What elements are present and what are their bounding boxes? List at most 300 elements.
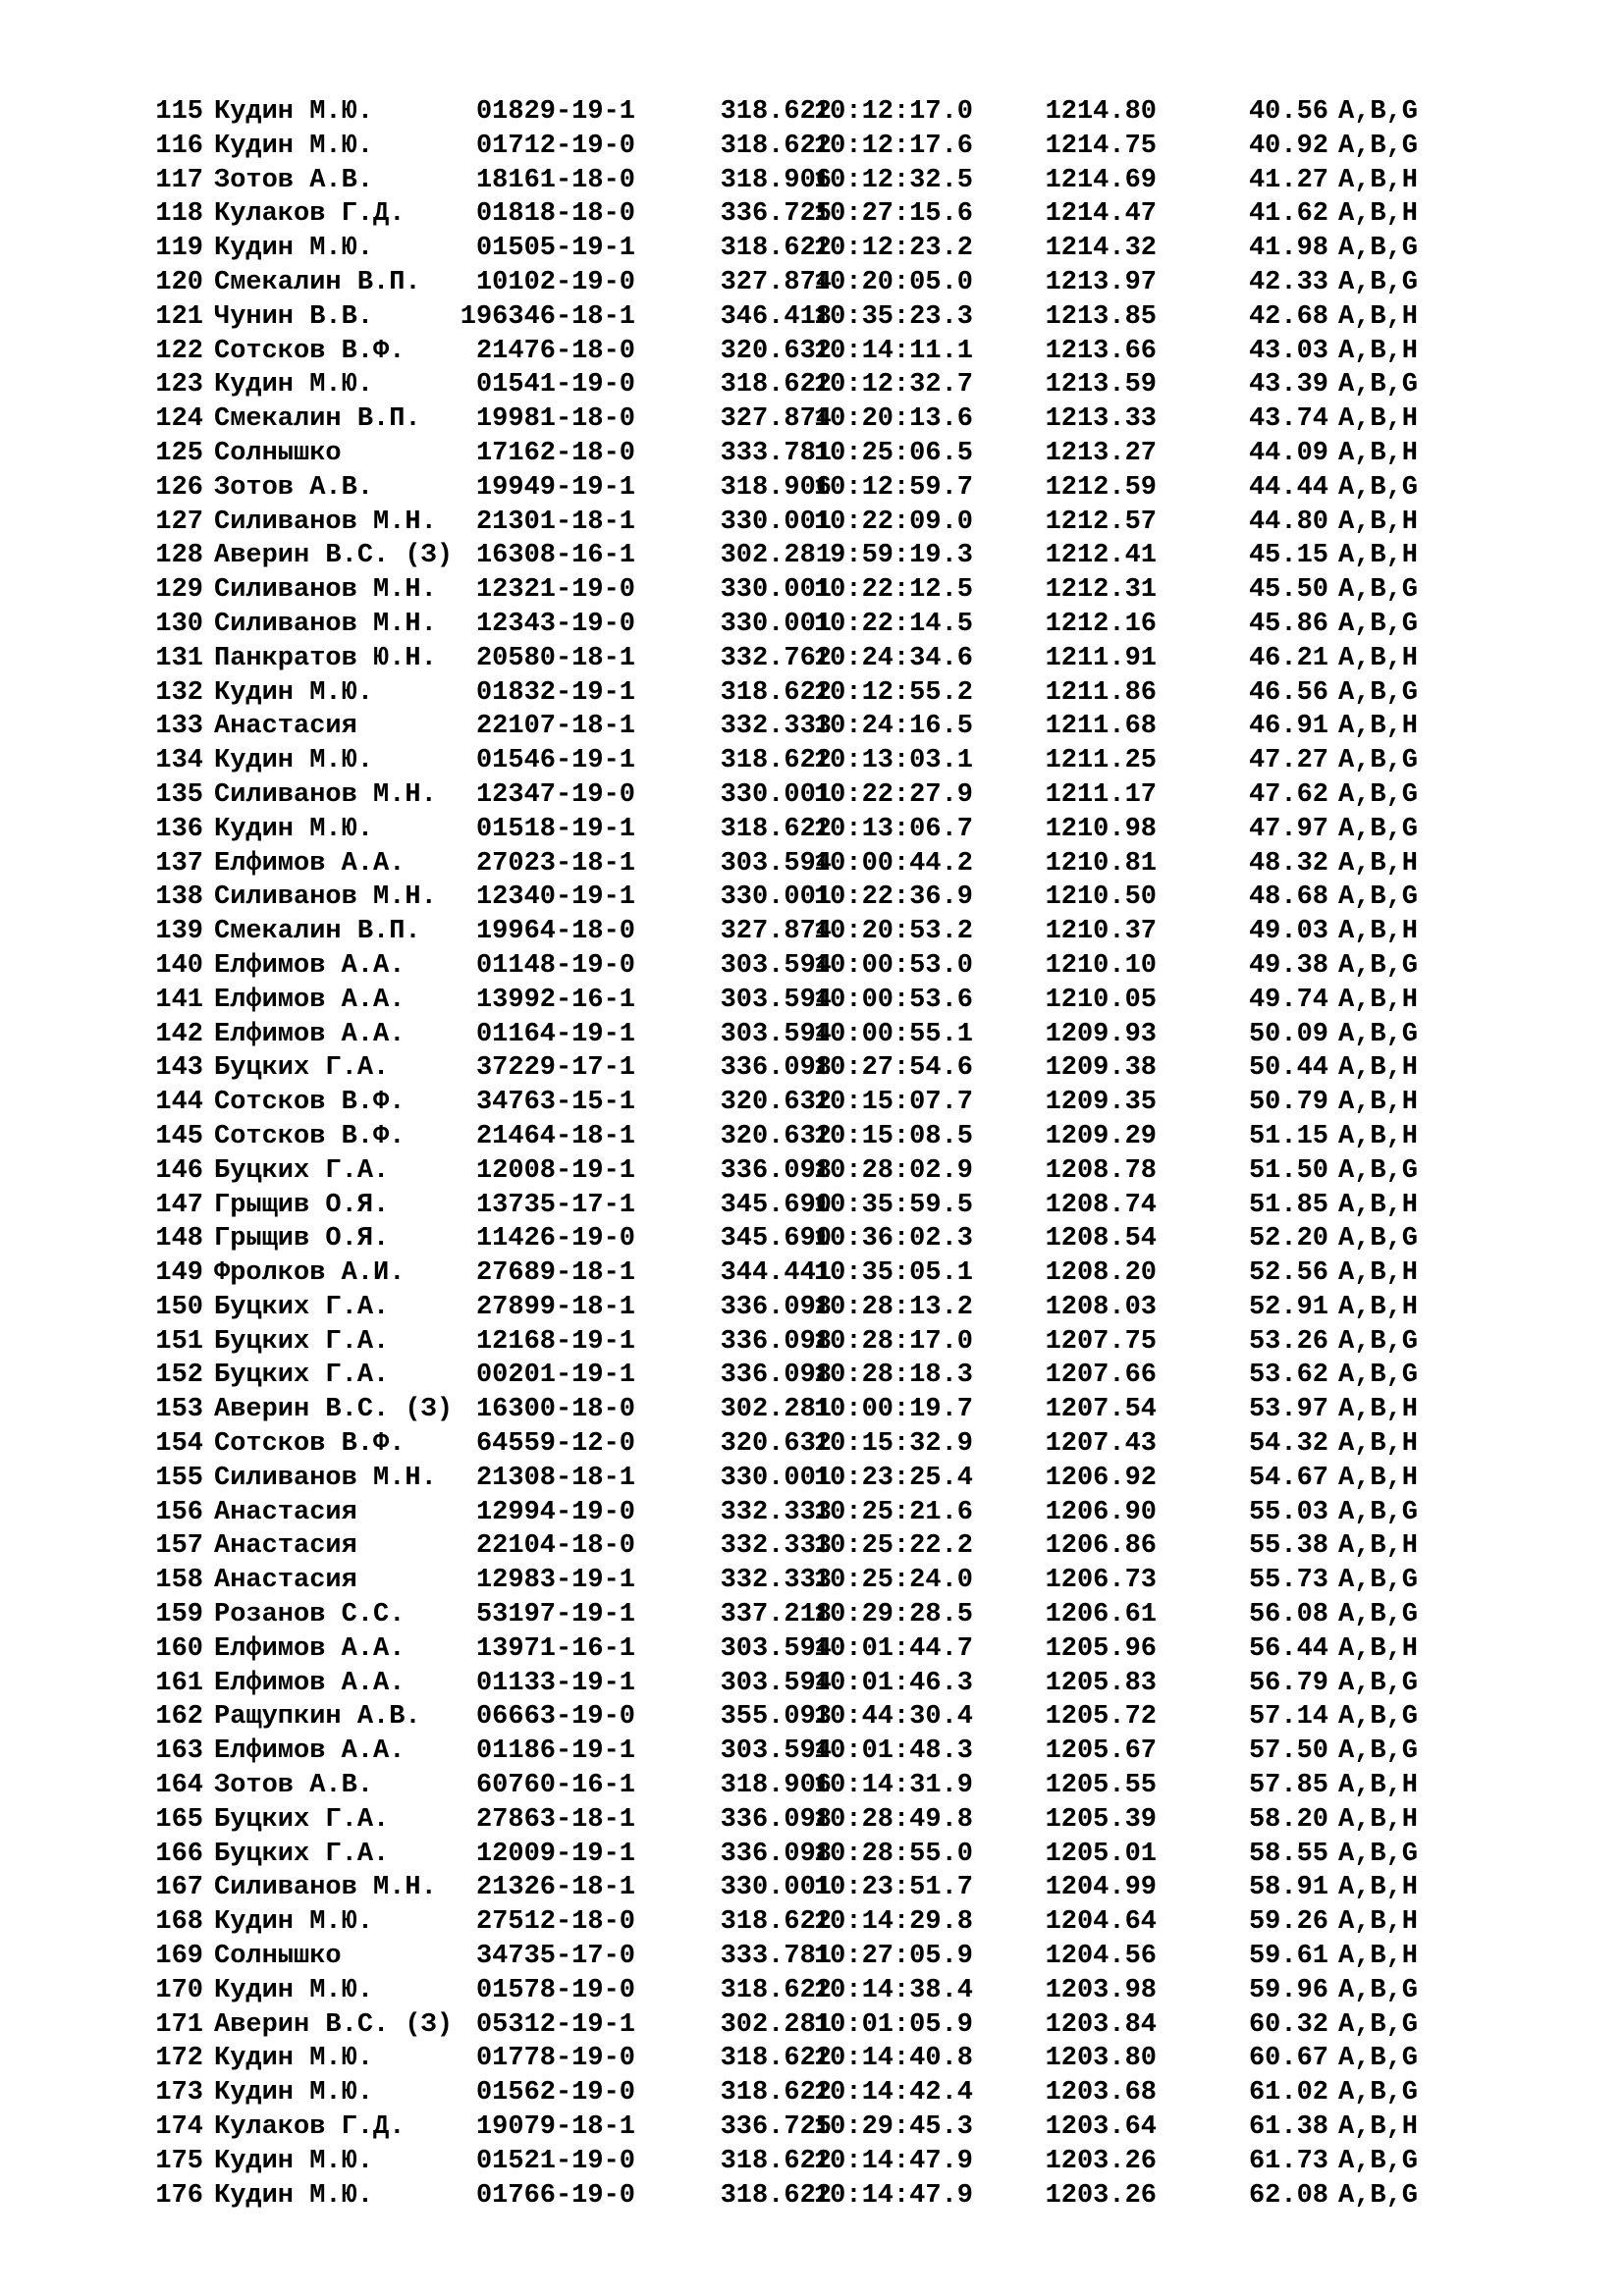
fancier-name: Буцких Г.А. bbox=[214, 1326, 390, 1357]
ring-number: 19964-18-0 bbox=[475, 917, 635, 947]
fancier-name: Буцких Г.А. bbox=[214, 1053, 390, 1084]
ring-number: 10102-19-0 bbox=[475, 267, 635, 297]
place-number: 160 bbox=[155, 1633, 203, 1664]
fancier-name: Кудин М.Ю. bbox=[214, 814, 374, 844]
table-row bbox=[144, 1871, 1568, 1905]
arrival-time: 10:27:05.9 bbox=[813, 1942, 973, 1972]
score-value: 46.91 bbox=[1248, 712, 1328, 742]
place-number: 163 bbox=[155, 1736, 203, 1767]
ring-number: 34735-17-0 bbox=[475, 1942, 635, 1972]
category-list: A,B,H bbox=[1338, 1531, 1419, 1562]
distance-km: 318.622 bbox=[720, 814, 832, 844]
distance-km: 336.098 bbox=[720, 1326, 832, 1357]
table-row bbox=[144, 1769, 1568, 1803]
category-list: A,B,H bbox=[1338, 404, 1419, 435]
category-list: A,B,G bbox=[1338, 609, 1419, 639]
place-number: 140 bbox=[155, 950, 203, 981]
category-list: A,B,H bbox=[1338, 541, 1419, 571]
category-list: A,B,H bbox=[1338, 336, 1419, 366]
distance-km: 320.632 bbox=[720, 336, 832, 366]
table-row bbox=[144, 1905, 1568, 1940]
score-value: 56.79 bbox=[1248, 1668, 1328, 1698]
speed-value: 1213.33 bbox=[1045, 404, 1157, 435]
speed-value: 1208.03 bbox=[1045, 1292, 1157, 1322]
place-number: 164 bbox=[155, 1771, 203, 1801]
place-number: 174 bbox=[155, 2112, 203, 2143]
ring-number: 21308-18-1 bbox=[475, 1463, 635, 1493]
arrival-time: 10:28:02.9 bbox=[813, 1155, 973, 1186]
arrival-time: 10:14:11.1 bbox=[813, 336, 973, 366]
category-list: A,B,G bbox=[1338, 779, 1419, 810]
distance-km: 303.594 bbox=[720, 985, 832, 1015]
ring-number: 12343-19-0 bbox=[475, 609, 635, 639]
distance-km: 355.093 bbox=[720, 1702, 832, 1733]
place-number: 162 bbox=[155, 1702, 203, 1733]
score-value: 55.03 bbox=[1248, 1497, 1328, 1527]
score-value: 41.27 bbox=[1248, 165, 1328, 195]
place-number: 173 bbox=[155, 2078, 203, 2109]
table-row bbox=[144, 642, 1568, 676]
speed-value: 1214.47 bbox=[1045, 199, 1157, 230]
distance-km: 327.874 bbox=[720, 404, 832, 435]
arrival-time: 10:22:36.9 bbox=[813, 882, 973, 913]
table-row bbox=[144, 266, 1568, 300]
table-row bbox=[144, 402, 1568, 437]
category-list: A,B,G bbox=[1338, 234, 1419, 264]
fancier-name: Аверин В.С. (З) bbox=[214, 2009, 454, 2040]
speed-value: 1206.92 bbox=[1045, 1463, 1157, 1493]
table-row bbox=[144, 1086, 1568, 1120]
speed-value: 1213.97 bbox=[1045, 267, 1157, 297]
speed-value: 1211.86 bbox=[1045, 677, 1157, 708]
distance-km: 330.001 bbox=[720, 575, 832, 606]
ring-number: 01546-19-1 bbox=[475, 746, 635, 776]
distance-km: 332.333 bbox=[720, 1566, 832, 1596]
category-list: A,B,G bbox=[1338, 2009, 1419, 2040]
ring-number: 27689-18-1 bbox=[475, 1258, 635, 1289]
speed-value: 1210.05 bbox=[1045, 985, 1157, 1015]
table-row bbox=[144, 1529, 1568, 1564]
place-number: 154 bbox=[155, 1429, 203, 1460]
category-list: A,B,H bbox=[1338, 1463, 1419, 1493]
arrival-time: 10:12:23.2 bbox=[813, 234, 973, 264]
category-list: A,B,G bbox=[1338, 2044, 1419, 2074]
category-list: A,B,H bbox=[1338, 643, 1419, 673]
speed-value: 1210.10 bbox=[1045, 950, 1157, 981]
score-value: 58.91 bbox=[1248, 1873, 1328, 1903]
fancier-name: Сотсков В.Ф. bbox=[214, 336, 406, 366]
score-value: 52.56 bbox=[1248, 1258, 1328, 1289]
fancier-name: Зотов А.В. bbox=[214, 165, 374, 195]
arrival-time: 10:22:09.0 bbox=[813, 507, 973, 537]
score-value: 54.67 bbox=[1248, 1463, 1328, 1493]
distance-km: 332.762 bbox=[720, 643, 832, 673]
speed-value: 1211.91 bbox=[1045, 643, 1157, 673]
table-row bbox=[144, 1359, 1568, 1393]
fancier-name: Анастасия bbox=[214, 712, 357, 742]
ring-number: 01829-19-1 bbox=[475, 97, 635, 127]
place-number: 169 bbox=[155, 1942, 203, 1972]
category-list: A,B,H bbox=[1338, 1088, 1419, 1118]
category-list: A,B,G bbox=[1338, 1566, 1419, 1596]
ring-number: 19949-19-1 bbox=[475, 472, 635, 503]
speed-value: 1210.50 bbox=[1045, 882, 1157, 913]
ring-number: 01164-19-1 bbox=[475, 1019, 635, 1049]
fancier-name: Силиванов М.Н. bbox=[214, 609, 437, 639]
score-value: 46.56 bbox=[1248, 677, 1328, 708]
distance-km: 318.906 bbox=[720, 165, 832, 195]
arrival-time: 10:15:32.9 bbox=[813, 1429, 973, 1460]
distance-km: 318.622 bbox=[720, 746, 832, 776]
ring-number: 01562-19-0 bbox=[475, 2078, 635, 2109]
ring-number: 12983-19-1 bbox=[475, 1566, 635, 1596]
arrival-time: 10:29:45.3 bbox=[813, 2112, 973, 2143]
speed-value: 1208.54 bbox=[1045, 1224, 1157, 1255]
speed-value: 1208.74 bbox=[1045, 1190, 1157, 1220]
ring-number: 27023-18-1 bbox=[475, 848, 635, 879]
score-value: 57.50 bbox=[1248, 1736, 1328, 1767]
category-list: A,B,H bbox=[1338, 1771, 1419, 1801]
fancier-name: Сотсков В.Ф. bbox=[214, 1429, 406, 1460]
distance-km: 330.001 bbox=[720, 1873, 832, 1903]
speed-value: 1209.93 bbox=[1045, 1019, 1157, 1049]
speed-value: 1207.43 bbox=[1045, 1429, 1157, 1460]
arrival-time: 10:24:16.5 bbox=[813, 712, 973, 742]
fancier-name: Кулаков Г.Д. bbox=[214, 199, 406, 230]
fancier-name: Буцких Г.А. bbox=[214, 1292, 390, 1322]
ring-number: 27899-18-1 bbox=[475, 1292, 635, 1322]
score-value: 45.50 bbox=[1248, 575, 1328, 606]
arrival-time: 10:01:48.3 bbox=[813, 1736, 973, 1767]
fancier-name: Силиванов М.Н. bbox=[214, 882, 437, 913]
category-list: A,B,H bbox=[1338, 1395, 1419, 1425]
category-list: A,B,G bbox=[1338, 2078, 1419, 2109]
arrival-time: 10:14:31.9 bbox=[813, 1771, 973, 1801]
place-number: 127 bbox=[155, 507, 203, 537]
place-number: 153 bbox=[155, 1395, 203, 1425]
arrival-time: 10:23:25.4 bbox=[813, 1463, 973, 1493]
distance-km: 318.622 bbox=[720, 2146, 832, 2176]
speed-value: 1213.27 bbox=[1045, 438, 1157, 468]
speed-value: 1205.39 bbox=[1045, 1804, 1157, 1835]
category-list: A,B,G bbox=[1338, 1600, 1419, 1630]
category-list: A,B,G bbox=[1338, 746, 1419, 776]
speed-value: 1203.26 bbox=[1045, 2146, 1157, 2176]
arrival-time: 10:15:07.7 bbox=[813, 1088, 973, 1118]
arrival-time: 10:25:21.6 bbox=[813, 1497, 973, 1527]
table-row bbox=[144, 539, 1568, 573]
score-value: 49.74 bbox=[1248, 985, 1328, 1015]
score-value: 42.33 bbox=[1248, 267, 1328, 297]
fancier-name: Солнышко bbox=[214, 438, 342, 468]
score-value: 59.96 bbox=[1248, 1975, 1328, 2005]
category-list: A,B,G bbox=[1338, 1736, 1419, 1767]
distance-km: 336.098 bbox=[720, 1839, 832, 1869]
fancier-name: Силиванов М.Н. bbox=[214, 1463, 437, 1493]
category-list: A,B,G bbox=[1338, 97, 1419, 127]
table-row bbox=[144, 1700, 1568, 1735]
speed-value: 1204.56 bbox=[1045, 1942, 1157, 1972]
score-value: 55.73 bbox=[1248, 1566, 1328, 1596]
fancier-name: Анастасия bbox=[214, 1566, 357, 1596]
ring-number: 01521-19-0 bbox=[475, 2146, 635, 2176]
speed-value: 1206.90 bbox=[1045, 1497, 1157, 1527]
speed-value: 1203.84 bbox=[1045, 2009, 1157, 2040]
fancier-name: Зотов А.В. bbox=[214, 1771, 374, 1801]
place-number: 132 bbox=[155, 677, 203, 708]
table-row bbox=[144, 130, 1568, 164]
distance-km: 318.622 bbox=[720, 2180, 832, 2211]
speed-value: 1203.98 bbox=[1045, 1975, 1157, 2005]
distance-km: 303.594 bbox=[720, 848, 832, 879]
score-value: 43.03 bbox=[1248, 336, 1328, 366]
ring-number: 53197-19-1 bbox=[475, 1600, 635, 1630]
fancier-name: Кудин М.Ю. bbox=[214, 1975, 374, 2005]
fancier-name: Аверин В.С. (З) bbox=[214, 541, 454, 571]
arrival-time: 10:00:44.2 bbox=[813, 848, 973, 879]
speed-value: 1213.85 bbox=[1045, 301, 1157, 332]
category-list: A,B,G bbox=[1338, 131, 1419, 161]
distance-km: 337.218 bbox=[720, 1600, 832, 1630]
speed-value: 1207.66 bbox=[1045, 1361, 1157, 1391]
table-row bbox=[144, 2042, 1568, 2076]
score-value: 58.55 bbox=[1248, 1839, 1328, 1869]
ring-number: 01186-19-1 bbox=[475, 1736, 635, 1767]
table-row bbox=[144, 984, 1568, 1018]
place-number: 120 bbox=[155, 267, 203, 297]
table-row bbox=[144, 847, 1568, 881]
score-value: 42.68 bbox=[1248, 301, 1328, 332]
place-number: 158 bbox=[155, 1566, 203, 1596]
fancier-name: Кудин М.Ю. bbox=[214, 677, 374, 708]
distance-km: 302.281 bbox=[720, 2009, 832, 2040]
fancier-name: Ращупкин А.В. bbox=[214, 1702, 421, 1733]
distance-km: 318.622 bbox=[720, 1975, 832, 2005]
distance-km: 332.333 bbox=[720, 712, 832, 742]
speed-value: 1210.81 bbox=[1045, 848, 1157, 879]
arrival-time: 10:12:17.0 bbox=[813, 97, 973, 127]
table-row bbox=[144, 1496, 1568, 1530]
category-list: A,B,G bbox=[1338, 1019, 1419, 1049]
distance-km: 320.632 bbox=[720, 1088, 832, 1118]
arrival-time: 10:36:02.3 bbox=[813, 1224, 973, 1255]
arrival-time: 10:22:14.5 bbox=[813, 609, 973, 639]
fancier-name: Смекалин В.П. bbox=[214, 404, 421, 435]
fancier-name: Грыщив О.Я. bbox=[214, 1190, 390, 1220]
score-value: 58.20 bbox=[1248, 1804, 1328, 1835]
fancier-name: Елфимов А.А. bbox=[214, 848, 406, 879]
fancier-name: Кудин М.Ю. bbox=[214, 2078, 374, 2109]
distance-km: 345.690 bbox=[720, 1224, 832, 1255]
score-value: 57.85 bbox=[1248, 1771, 1328, 1801]
table-row bbox=[144, 2008, 1568, 2043]
ring-number: 01541-19-0 bbox=[475, 370, 635, 400]
arrival-time: 10:14:40.8 bbox=[813, 2044, 973, 2074]
category-list: A,B,G bbox=[1338, 1839, 1419, 1869]
fancier-name: Розанов С.С. bbox=[214, 1600, 406, 1630]
speed-value: 1210.98 bbox=[1045, 814, 1157, 844]
fancier-name: Сотсков В.Ф. bbox=[214, 1121, 406, 1151]
distance-km: 318.622 bbox=[720, 370, 832, 400]
fancier-name: Силиванов М.Н. bbox=[214, 779, 437, 810]
score-value: 45.86 bbox=[1248, 609, 1328, 639]
speed-value: 1211.68 bbox=[1045, 712, 1157, 742]
score-value: 62.08 bbox=[1248, 2180, 1328, 2211]
category-list: A,B,G bbox=[1338, 1668, 1419, 1698]
place-number: 128 bbox=[155, 541, 203, 571]
category-list: A,B,H bbox=[1338, 1942, 1419, 1972]
ring-number: 16308-16-1 bbox=[475, 541, 635, 571]
ring-number: 19079-18-1 bbox=[475, 2112, 635, 2143]
distance-km: 332.333 bbox=[720, 1497, 832, 1527]
fancier-name: Силиванов М.Н. bbox=[214, 1873, 437, 1903]
table-row bbox=[144, 573, 1568, 608]
place-number: 135 bbox=[155, 779, 203, 810]
distance-km: 302.281 bbox=[720, 1395, 832, 1425]
fancier-name: Смекалин В.П. bbox=[214, 267, 421, 297]
speed-value: 1209.35 bbox=[1045, 1088, 1157, 1118]
score-value: 43.74 bbox=[1248, 404, 1328, 435]
table-row bbox=[144, 915, 1568, 949]
category-list: A,B,G bbox=[1338, 370, 1419, 400]
distance-km: 303.594 bbox=[720, 1633, 832, 1664]
table-row bbox=[144, 1325, 1568, 1360]
score-value: 61.02 bbox=[1248, 2078, 1328, 2109]
score-value: 50.79 bbox=[1248, 1088, 1328, 1118]
speed-value: 1211.17 bbox=[1045, 779, 1157, 810]
fancier-name: Зотов А.В. bbox=[214, 472, 374, 503]
distance-km: 336.725 bbox=[720, 2112, 832, 2143]
category-list: A,B,H bbox=[1338, 985, 1419, 1015]
arrival-time: 10:12:32.5 bbox=[813, 165, 973, 195]
score-value: 43.39 bbox=[1248, 370, 1328, 400]
arrival-time: 10:12:17.6 bbox=[813, 131, 973, 161]
ring-number: 27512-18-0 bbox=[475, 1907, 635, 1938]
distance-km: 303.594 bbox=[720, 950, 832, 981]
table-row bbox=[144, 2179, 1568, 2214]
place-number: 131 bbox=[155, 643, 203, 673]
fancier-name: Силиванов М.Н. bbox=[214, 507, 437, 537]
ring-number: 12347-19-0 bbox=[475, 779, 635, 810]
arrival-time: 10:20:13.6 bbox=[813, 404, 973, 435]
distance-km: 346.418 bbox=[720, 301, 832, 332]
table-row bbox=[144, 232, 1568, 266]
score-value: 52.20 bbox=[1248, 1224, 1328, 1255]
ring-number: 21464-18-1 bbox=[475, 1121, 635, 1151]
table-row bbox=[144, 1462, 1568, 1496]
ring-number: 01578-19-0 bbox=[475, 1975, 635, 2005]
arrival-time: 10:28:18.3 bbox=[813, 1361, 973, 1391]
place-number: 172 bbox=[155, 2044, 203, 2074]
ring-number: 16300-18-0 bbox=[475, 1395, 635, 1425]
distance-km: 330.001 bbox=[720, 779, 832, 810]
arrival-time: 10:01:44.7 bbox=[813, 1633, 973, 1664]
speed-value: 1203.68 bbox=[1045, 2078, 1157, 2109]
ring-number: 34763-15-1 bbox=[475, 1088, 635, 1118]
distance-km: 302.281 bbox=[720, 541, 832, 571]
category-list: A,B,H bbox=[1338, 1804, 1419, 1835]
score-value: 59.61 bbox=[1248, 1942, 1328, 1972]
ring-number: 22107-18-1 bbox=[475, 712, 635, 742]
ring-number: 37229-17-1 bbox=[475, 1053, 635, 1084]
table-row bbox=[144, 1667, 1568, 1701]
score-value: 53.26 bbox=[1248, 1326, 1328, 1357]
ring-number: 00201-19-1 bbox=[475, 1361, 635, 1391]
speed-value: 1204.64 bbox=[1045, 1907, 1157, 1938]
speed-value: 1205.55 bbox=[1045, 1771, 1157, 1801]
place-number: 151 bbox=[155, 1326, 203, 1357]
category-list: A,B,H bbox=[1338, 1292, 1419, 1322]
category-list: A,B,G bbox=[1338, 677, 1419, 708]
fancier-name: Фролков А.И. bbox=[214, 1258, 406, 1289]
speed-value: 1203.64 bbox=[1045, 2112, 1157, 2143]
category-list: A,B,H bbox=[1338, 1429, 1419, 1460]
table-row bbox=[144, 1018, 1568, 1052]
table-row bbox=[144, 2076, 1568, 2110]
table-row bbox=[144, 1803, 1568, 1838]
ring-number: 196346-18-1 bbox=[460, 301, 635, 332]
distance-km: 336.098 bbox=[720, 1361, 832, 1391]
place-number: 141 bbox=[155, 985, 203, 1015]
ring-number: 64559-12-0 bbox=[475, 1429, 635, 1460]
table-row bbox=[144, 2110, 1568, 2145]
place-number: 176 bbox=[155, 2180, 203, 2211]
score-value: 50.09 bbox=[1248, 1019, 1328, 1049]
speed-value: 1208.20 bbox=[1045, 1258, 1157, 1289]
speed-value: 1213.59 bbox=[1045, 370, 1157, 400]
score-value: 47.62 bbox=[1248, 779, 1328, 810]
fancier-name: Аверин В.С. (З) bbox=[214, 1395, 454, 1425]
fancier-name: Чунин В.В. bbox=[214, 301, 374, 332]
score-value: 59.26 bbox=[1248, 1907, 1328, 1938]
distance-km: 345.690 bbox=[720, 1190, 832, 1220]
fancier-name: Кудин М.Ю. bbox=[214, 131, 374, 161]
fancier-name: Панкратов Ю.Н. bbox=[214, 643, 437, 673]
place-number: 171 bbox=[155, 2009, 203, 2040]
category-list: A,B,H bbox=[1338, 1907, 1419, 1938]
place-number: 122 bbox=[155, 336, 203, 366]
speed-value: 1205.72 bbox=[1045, 1702, 1157, 1733]
table-row bbox=[144, 710, 1568, 744]
table-row bbox=[144, 164, 1568, 198]
category-list: A,B,G bbox=[1338, 1155, 1419, 1186]
category-list: A,B,G bbox=[1338, 882, 1419, 913]
speed-value: 1212.31 bbox=[1045, 575, 1157, 606]
table-row bbox=[144, 1154, 1568, 1189]
arrival-time: 9:59:19.3 bbox=[830, 541, 973, 571]
fancier-name: Кудин М.Ю. bbox=[214, 746, 374, 776]
speed-value: 1213.66 bbox=[1045, 336, 1157, 366]
ring-number: 01832-19-1 bbox=[475, 677, 635, 708]
category-list: A,B,G bbox=[1338, 1361, 1419, 1391]
speed-value: 1209.38 bbox=[1045, 1053, 1157, 1084]
arrival-time: 10:24:34.6 bbox=[813, 643, 973, 673]
place-number: 155 bbox=[155, 1463, 203, 1493]
score-value: 53.62 bbox=[1248, 1361, 1328, 1391]
table-row bbox=[144, 368, 1568, 402]
distance-km: 327.874 bbox=[720, 267, 832, 297]
speed-value: 1205.83 bbox=[1045, 1668, 1157, 1698]
category-list: A,B,H bbox=[1338, 438, 1419, 468]
speed-value: 1206.73 bbox=[1045, 1566, 1157, 1596]
category-list: A,B,G bbox=[1338, 2146, 1419, 2176]
arrival-time: 10:12:59.7 bbox=[813, 472, 973, 503]
category-list: A,B,H bbox=[1338, 848, 1419, 879]
ring-number: 60760-16-1 bbox=[475, 1771, 635, 1801]
score-value: 48.68 bbox=[1248, 882, 1328, 913]
place-number: 118 bbox=[155, 199, 203, 230]
arrival-time: 10:22:12.5 bbox=[813, 575, 973, 606]
